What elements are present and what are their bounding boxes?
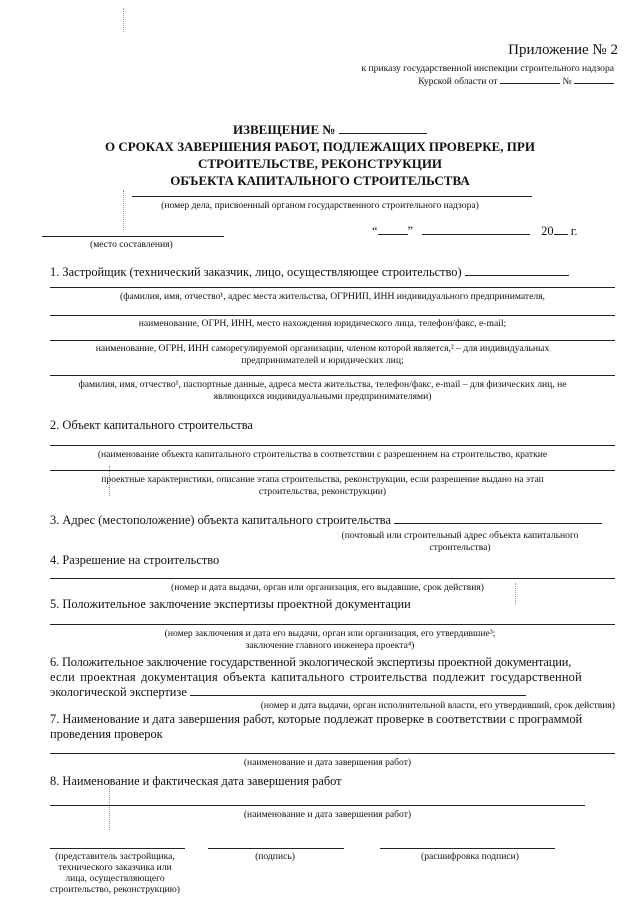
s6-line-3-row — [50, 685, 526, 700]
title-line-2: СТРОИТЕЛЬСТВЕ, РЕКОНСТРУКЦИИ — [197, 156, 443, 171]
appendix-number-field[interactable] — [574, 83, 614, 84]
s8-field-line[interactable] — [50, 805, 585, 806]
s3-label: 3. Адрес (местоположение) объекта капитального строительства — [50, 513, 391, 527]
notice-label: ИЗВЕЩЕНИЕ № — [233, 122, 336, 137]
s2-field-line-1[interactable] — [50, 445, 615, 446]
quote-close: ” — [407, 224, 413, 238]
s1-label-row — [50, 265, 569, 280]
s6-caption: (номер и дата выдачи, орган исполнительной власти, его утвердивший, срок действия) — [260, 700, 615, 711]
representative-field[interactable] — [50, 848, 185, 849]
s1-field-line-3[interactable] — [50, 340, 615, 341]
s7-field-line[interactable] — [50, 753, 615, 754]
year-field[interactable] — [554, 234, 568, 235]
s1-field-line-1[interactable] — [50, 287, 615, 288]
appendix-date-field[interactable] — [500, 83, 560, 84]
notice-number-field[interactable] — [339, 133, 427, 134]
s6-line-3: экологической экспертизе — [50, 685, 187, 699]
s1-caption-2: наименование, ОГРН, ИНН, место нахождения юридического лица, телефон/факс, e-mail; — [138, 318, 507, 329]
s5-caption-1: (номер заключения и дата его выдачи, орган или организация, его утвердившие³; — [164, 628, 496, 639]
s5-label: 5. Положительное заключение экспертизы проектной документации — [50, 597, 411, 611]
place-caption: (место составления) — [90, 239, 173, 250]
appendix-order-line: к приказу государственной инспекции строительного надзора — [361, 63, 614, 74]
s3-field[interactable] — [394, 523, 602, 524]
s1-field-line-4[interactable] — [50, 375, 615, 376]
s2-label: 2. Объект капитального строительства — [50, 418, 253, 432]
representative-caption-1: (представитель застройщика, — [55, 851, 175, 862]
representative-caption-3: лица, осуществляющего — [65, 873, 165, 884]
notice-heading — [233, 121, 427, 138]
title-line-1: О СРОКАХ ЗАВЕРШЕНИЯ РАБОТ, ПОДЛЕЖАЩИХ ПРОВЕРКЕ, ПРИ — [105, 139, 535, 154]
representative-caption-2: технического заказчика или — [58, 862, 172, 873]
s1-caption-4: предпринимателей и юридических лиц; — [241, 355, 404, 366]
s4-label: 4. Разрешение на строительство — [50, 553, 220, 567]
s2-field-line-2[interactable] — [50, 470, 615, 471]
s7-caption: (наименование и дата завершения работ) — [243, 757, 412, 768]
decode-caption: (расшифровка подписи) — [421, 851, 519, 862]
s1-caption-1: (фамилия, имя, отчество¹, адрес места жительства, ОГРНИП, ИНН индивидуального предпринимателя, — [120, 291, 545, 302]
s6-line-2: если проектная документация объекта капитального строительства подлежит государственной — [50, 670, 582, 684]
appendix-date-prefix: Курской области от — [418, 76, 498, 87]
s1-field-line-2[interactable] — [50, 315, 615, 316]
s7-line-1: 7. Наименование и дата завершения работ, которые подлежат проверке в соответствии с программой — [50, 712, 583, 726]
year-suffix: г. — [570, 224, 578, 238]
signature-decode-field[interactable] — [380, 848, 555, 849]
case-number-field[interactable] — [132, 196, 532, 197]
representative-caption-4: строительство, реконструкцию) — [50, 884, 180, 895]
s1-label: 1. Застройщик (технический заказчик, лицо, осуществляющее строительство) — [50, 265, 462, 279]
s2-caption-3: строительства, реконструкции) — [258, 486, 387, 497]
appendix-number-sign: № — [562, 76, 572, 87]
s3-caption-2: строительства) — [429, 542, 491, 553]
signature-field[interactable] — [208, 848, 344, 849]
year-prefix: 20 — [541, 224, 554, 238]
s1-field-inline[interactable] — [465, 275, 569, 276]
s4-caption: (номер и дата выдачи, орган или организация, его выдавшие, срок действия) — [171, 582, 484, 593]
quote-open: “ — [372, 224, 378, 238]
s5-field-line[interactable] — [50, 624, 615, 625]
s1-caption-5: фамилия, имя, отчество¹, паспортные данные, адреса места жительства, телефон/факс, e-mail – для физических лиц, не — [78, 379, 567, 390]
month-field[interactable] — [422, 234, 530, 235]
s5-caption-2: заключение главного инженера проекта⁴) — [245, 640, 415, 651]
s3-caption-1: (почтовый или строительный адрес объекта капитального — [341, 530, 579, 541]
s3-label-row — [50, 513, 602, 528]
title-line-3: ОБЪЕКТА КАПИТАЛЬНОГО СТРОИТЕЛЬСТВА — [170, 173, 470, 188]
s8-caption: (наименование и дата завершения работ) — [243, 809, 412, 820]
s6-field[interactable] — [190, 695, 526, 696]
s8-label: 8. Наименование и фактическая дата завершения работ — [50, 774, 342, 788]
s1-caption-6: являющихся индивидуальными предпринимателями) — [213, 391, 432, 402]
place-field[interactable] — [42, 236, 224, 237]
s7-line-2: проведения проверок — [50, 727, 163, 741]
s4-field-line[interactable] — [50, 578, 615, 579]
s2-caption-1: (наименование объекта капитального строительства в соответствии с разрешением на строительство, краткие — [97, 449, 548, 460]
signature-caption: (подпись) — [255, 851, 295, 862]
date-field-group — [372, 224, 578, 239]
s6-line-1: 6. Положительное заключение государственной экологической экспертизы проектной документации, — [50, 655, 572, 669]
scan-artifact — [123, 8, 124, 32]
appendix-date-line — [418, 76, 614, 88]
s2-caption-2: проектные характеристики, описание этапа строительства, реконструкции, если разрешение выдано на этап — [101, 474, 544, 485]
appendix-title: Приложение № 2 — [508, 42, 618, 58]
s1-caption-3: наименование, ОГРН, ИНН саморегулируемой организации, членом которой является,² – для индивидуальных — [95, 343, 550, 354]
case-number-caption: (номер дела, присвоенный органом государственного строительного надзора) — [161, 200, 479, 211]
day-field[interactable] — [378, 234, 408, 235]
